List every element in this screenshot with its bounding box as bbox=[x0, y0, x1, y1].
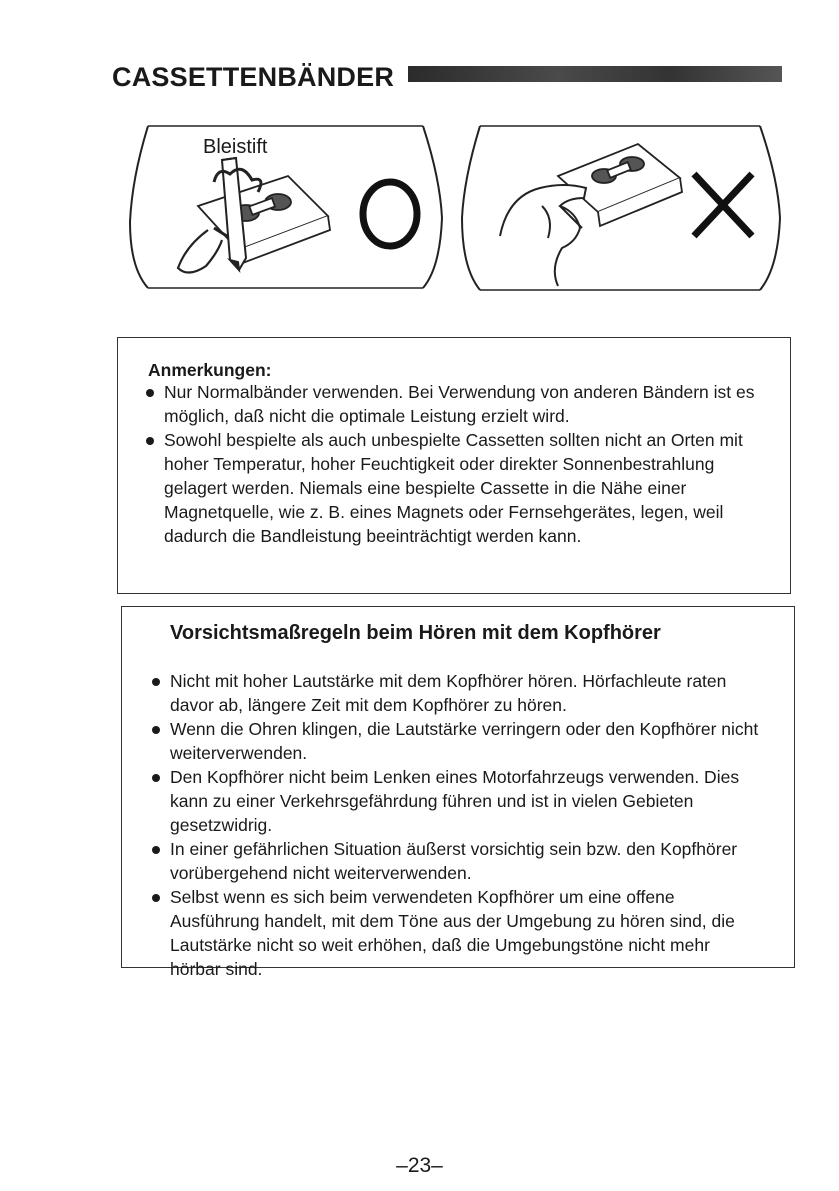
list-item: Selbst wenn es sich beim verwendeten Kopfhörer um eine offene Ausführung handelt, mit dem Töne aus der Umgebung zu hören sind, die Lautstärke nicht so weit erhöhen, daß die Umgebungstöne nicht mehr hörbar sind. bbox=[152, 885, 764, 981]
notes-list bbox=[146, 380, 762, 548]
headphone-warning-box bbox=[121, 606, 795, 979]
notes-heading: Anmerkungen: bbox=[148, 360, 272, 380]
list-item: Nur Normalbänder verwenden. Bei Verwendung von anderen Bändern ist es möglich, daß nicht die optimale Leistung erzielt wird. bbox=[146, 380, 762, 428]
bullet-icon bbox=[152, 774, 160, 782]
bullet-icon bbox=[152, 846, 160, 854]
list-item: Nicht mit hoher Lautstärke mit dem Kopfhörer hören. Hörfachleute raten davor ab, längere Zeit mit dem Kopfhörer zu hören. bbox=[152, 669, 764, 717]
page-number: –23– bbox=[396, 1154, 443, 1177]
hand-icon bbox=[500, 185, 586, 286]
bullet-icon bbox=[152, 894, 160, 902]
list-item: Sowohl bespielte als auch unbespielte Cassetten sollten nicht an Orten mit hoher Temperatur, hoher Feuchtigkeit oder direkter Sonnenbestrahlung gelagert werden. Niemals eine bespielte Cassette in die Nähe einer Magnetquelle, wie z. B. eines Magnets oder Fernsehgerätes, legen, weil dadurch die Bandleistung beeinträchtigt werden kann. bbox=[146, 428, 762, 548]
title-decoration-bar bbox=[408, 66, 782, 82]
bullet-icon bbox=[146, 389, 154, 397]
figure-finger-warning bbox=[458, 118, 782, 292]
list-item: Den Kopfhörer nicht beim Lenken eines Motorfahrzeugs verwenden. Dies kann zu einer Verkehrsgefährdung führen und ist in vielen Gebieten gesetzwidrig. bbox=[152, 765, 764, 837]
warning-heading: Vorsichtsmaßregeln beim Hören mit dem Kopfhörer bbox=[170, 622, 661, 644]
figure-pencil-winding bbox=[118, 118, 444, 292]
page-title: CASSETTENBÄNDER bbox=[112, 62, 395, 92]
bullet-icon bbox=[146, 437, 154, 445]
list-item: Wenn die Ohren klingen, die Lautstärke verringern oder den Kopfhörer nicht weiterverwenden. bbox=[152, 717, 764, 765]
pencil-cassette-illustration bbox=[118, 118, 444, 292]
finger-cassette-illustration bbox=[458, 118, 782, 292]
figure-caption-pencil: Bleistift bbox=[203, 136, 268, 158]
notes-box bbox=[117, 337, 791, 594]
pencil-icon bbox=[222, 158, 246, 270]
warning-list bbox=[152, 669, 764, 981]
correct-circle-icon bbox=[363, 182, 417, 246]
bullet-icon bbox=[152, 726, 160, 734]
wrong-cross-icon bbox=[694, 174, 752, 236]
list-item: In einer gefährlichen Situation äußerst vorsichtig sein bzw. den Kopfhörer vorübergehend nicht weiterverwenden. bbox=[152, 837, 764, 885]
title-row bbox=[112, 58, 784, 98]
bullet-icon bbox=[152, 678, 160, 686]
